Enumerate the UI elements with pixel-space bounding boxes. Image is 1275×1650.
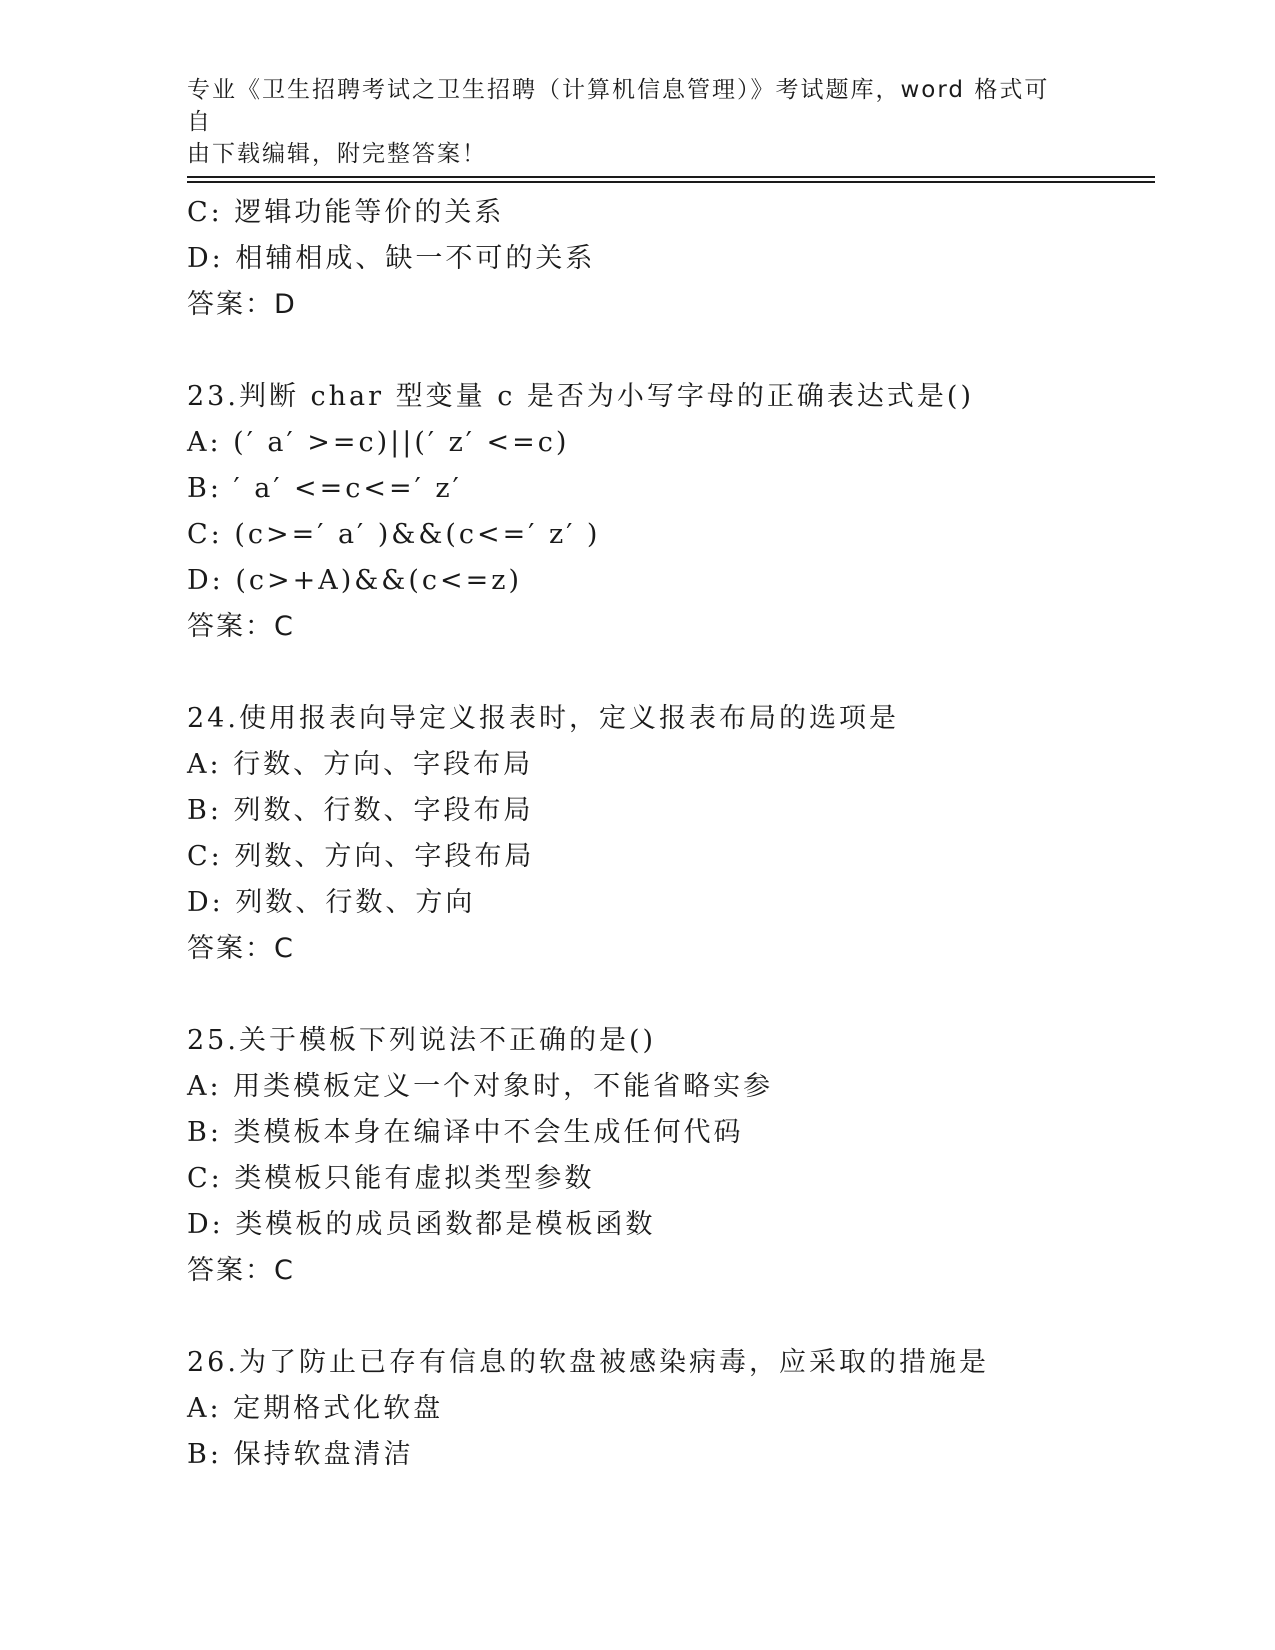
answer-line: 答案：C — [187, 933, 295, 964]
option-d: D: 列数、行数、方向 — [187, 887, 476, 918]
option-a: A: 用类模板定义一个对象时，不能省略实参 — [187, 1071, 774, 1102]
option-d: D: (c>+A)&&(c<=z) — [187, 565, 522, 596]
question-25 — [187, 1018, 1155, 1294]
option-a: A: 行数、方向、字段布局 — [187, 749, 534, 780]
question-stem: 26.为了防止已存有信息的软盘被感染病毒，应采取的措施是 — [187, 1347, 989, 1378]
option-a: A: 定期格式化软盘 — [187, 1393, 444, 1424]
question-23 — [187, 374, 1155, 650]
option-b: B: 保持软盘清洁 — [187, 1439, 414, 1470]
header-line-1: 专业《卫生招聘考试之卫生招聘（计算机信息管理）》考试题库，word 格式可自 — [187, 77, 1050, 135]
option-c: C: 逻辑功能等价的关系 — [187, 197, 505, 228]
option-c: C: 类模板只能有虚拟类型参数 — [187, 1163, 595, 1194]
header-divider-top — [187, 176, 1155, 178]
question-spacer — [187, 328, 1155, 374]
question-spacer — [187, 1294, 1155, 1340]
option-b: B: 类模板本身在编译中不会生成任何代码 — [187, 1117, 744, 1148]
answer-line: 答案：C — [187, 1255, 295, 1286]
header-divider-bottom — [187, 181, 1155, 183]
option-b: B: ′ a′ <=c<=′ z′ — [187, 473, 462, 504]
question-26 — [187, 1340, 1155, 1478]
answer-line: 答案：D — [187, 289, 297, 320]
option-a: A: (′ a′ >=c)||(′ z′ <=c) — [187, 427, 570, 458]
question-24 — [187, 696, 1155, 972]
question-stem: 23.判断 char 型变量 c 是否为小写字母的正确表达式是() — [187, 381, 974, 412]
document-header — [187, 74, 1067, 170]
option-c: C: 列数、方向、字段布局 — [187, 841, 535, 872]
question-stem: 24.使用报表向导定义报表时，定义报表布局的选项是 — [187, 703, 899, 734]
question-stem: 25.关于模板下列说法不正确的是() — [187, 1025, 657, 1056]
header-line-2: 由下载编辑，附完整答案！ — [187, 141, 487, 167]
question-spacer — [187, 650, 1155, 696]
answer-line: 答案：C — [187, 611, 295, 642]
option-b: B: 列数、行数、字段布局 — [187, 795, 534, 826]
question-22-continuation — [187, 190, 1155, 328]
option-d: D: 类模板的成员函数都是模板函数 — [187, 1209, 656, 1240]
option-d: D: 相辅相成、缺一不可的关系 — [187, 243, 596, 274]
question-spacer — [187, 972, 1155, 1018]
question-list — [187, 190, 1155, 1478]
option-c: C: (c>=′ a′ )&&(c<=′ z′ ) — [187, 519, 601, 550]
